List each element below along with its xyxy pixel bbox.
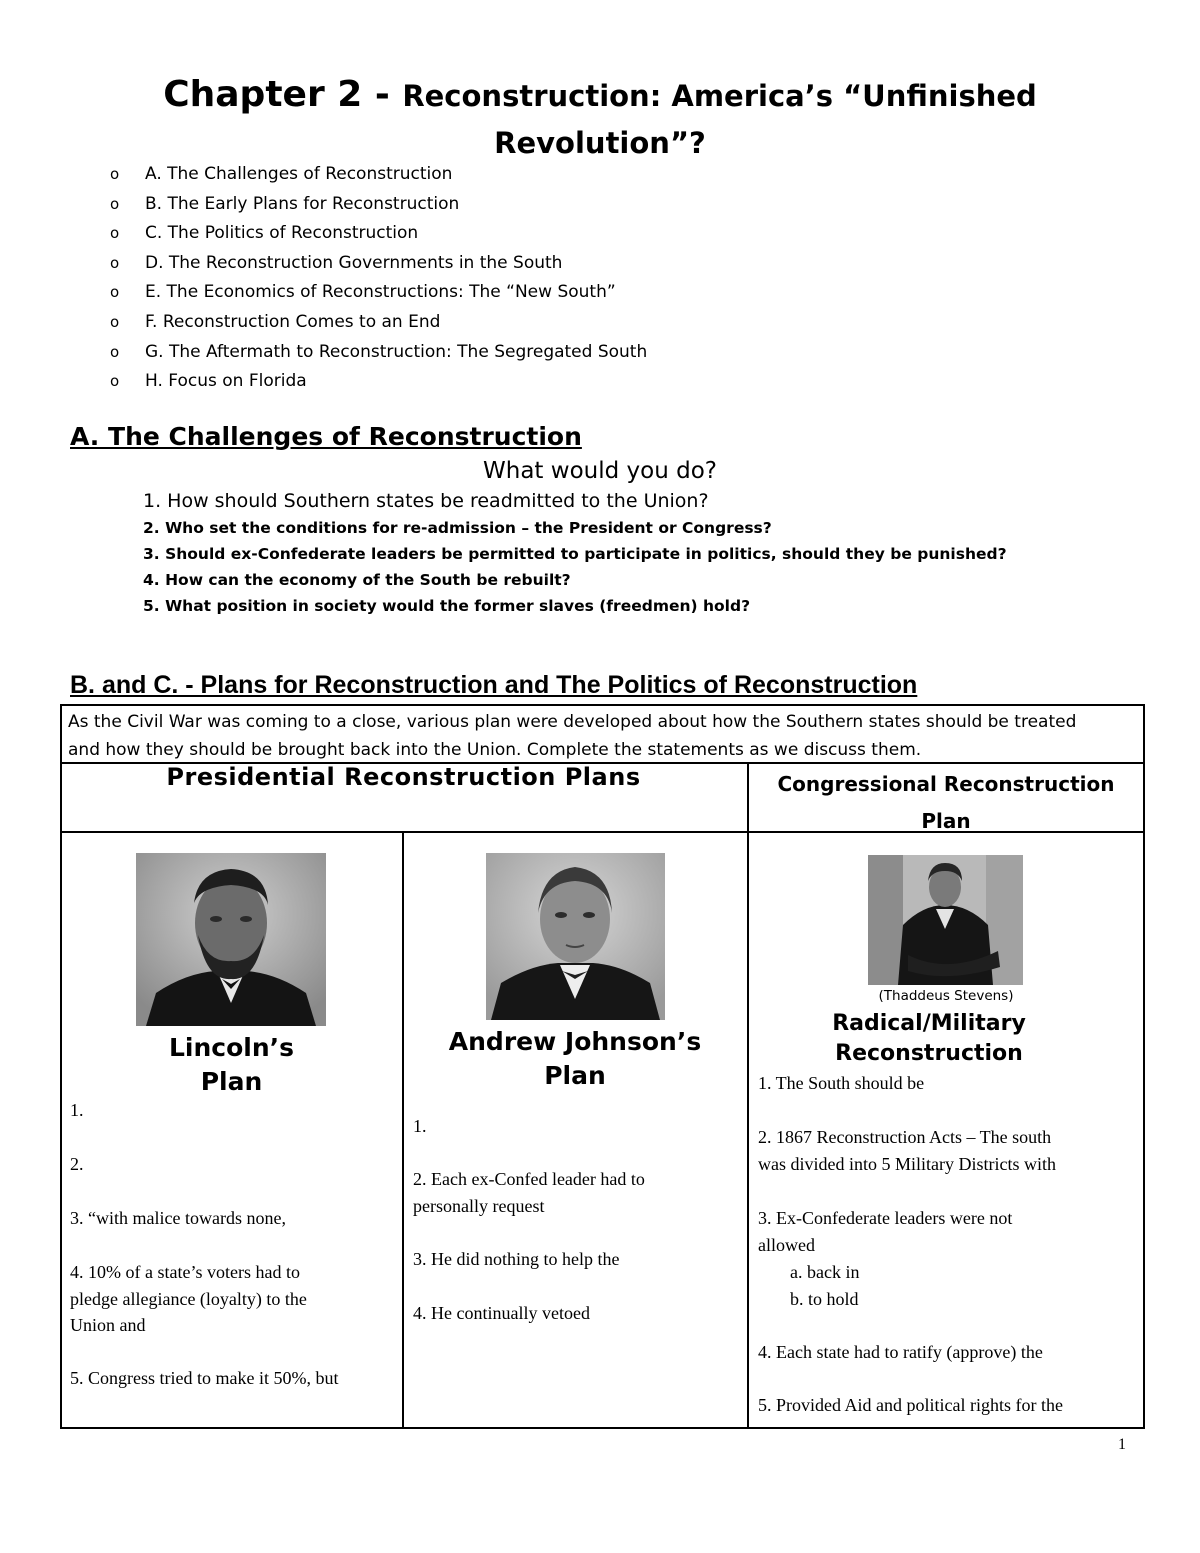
chapter-subtitle-line2: Revolution”? xyxy=(494,126,706,160)
chapter-label: Chapter 2 - xyxy=(163,74,403,115)
lincoln-item-1: 1. xyxy=(70,1100,84,1120)
johnson-plan-title: Andrew Johnson’s Plan xyxy=(448,1027,702,1090)
radical-item-3a: a. back in xyxy=(790,1262,860,1282)
outline-item: o H. Focus on Florida xyxy=(110,367,647,397)
radical-item-5: 5. Provided Aid and political rights for the xyxy=(758,1395,1063,1415)
lincoln-item-4-cont: Union and xyxy=(70,1315,146,1335)
bullet-icon: o xyxy=(110,224,120,243)
radical-item-3-cont: allowed xyxy=(758,1235,815,1255)
lincoln-item-5: 5. Congress tried to make it 50%, but xyxy=(70,1368,339,1388)
section-a-heading: A. The Challenges of Reconstruction xyxy=(70,422,582,451)
stevens-portrait xyxy=(868,855,1023,985)
johnson-item-2: 2. Each ex-Confed leader had to xyxy=(413,1169,645,1189)
bullet-icon: o xyxy=(110,372,120,391)
johnson-item-3: 3. He did nothing to help the xyxy=(413,1249,620,1269)
question-2: 2. Who set the conditions for re-admission – the President or Congress? xyxy=(143,519,772,537)
johnson-item-2-cont: personally request xyxy=(413,1196,545,1216)
outline-item: o C. The Politics of Reconstruction xyxy=(110,219,647,249)
page-number: 1 xyxy=(1118,1436,1126,1453)
bullet-icon: o xyxy=(110,342,120,361)
lincoln-plan-title: Lincoln’s Plan xyxy=(168,1033,295,1096)
lincoln-item-4-cont: pledge allegiance (loyalty) to the xyxy=(70,1289,307,1309)
section-a-prompt: What would you do? xyxy=(483,458,717,484)
radical-item-4: 4. Each state had to ratify (approve) the xyxy=(758,1342,1043,1362)
radical-plan-title: Radical/Military Reconstruction xyxy=(832,1011,1026,1066)
question-3: 3. Should ex-Confederate leaders be permitted to participate in politics, should they be punished? xyxy=(143,545,1007,563)
outline-item: o E. The Economics of Reconstructions: The “New South” xyxy=(110,278,647,308)
bullet-icon: o xyxy=(110,283,120,302)
johnson-item-4: 4. He continually vetoed xyxy=(413,1303,590,1323)
table-col-divider xyxy=(402,831,404,1429)
bullet-icon: o xyxy=(110,312,120,331)
outline-item: o B. The Early Plans for Reconstruction xyxy=(110,190,647,220)
outline-item: o D. The Reconstruction Governments in the South xyxy=(110,249,647,279)
plans-intro: As the Civil War was coming to a close, various plan were developed about how the Southern states should be treated and how they should be brought back into the Union. Complete the statements as we discuss them. xyxy=(68,712,1077,760)
section-bc-heading: B. and C. - Plans for Reconstruction and The Politics of Reconstruction xyxy=(70,671,918,699)
question-4: 4. How can the economy of the South be rebuilt? xyxy=(143,571,571,589)
chapter-title xyxy=(60,74,1140,164)
table-border-top xyxy=(60,704,1145,706)
outline-item: o F. Reconstruction Comes to an End xyxy=(110,308,647,338)
bullet-icon: o xyxy=(110,194,120,213)
radical-item-2-cont: was divided into 5 Military Districts with xyxy=(758,1154,1056,1174)
bullet-icon: o xyxy=(110,165,120,183)
chapter-subtitle-line1: Reconstruction: America’s “Unfinished xyxy=(402,79,1037,113)
radical-item-2: 2. 1867 Reconstruction Acts – The south xyxy=(758,1127,1052,1147)
congressional-plan-header: Congressional Reconstruction Plan xyxy=(777,772,1115,833)
question-5: 5. What position in society would the former slaves (freedmen) hold? xyxy=(143,597,751,615)
lincoln-item-2: 2. xyxy=(70,1154,84,1174)
lincoln-item-3: 3. “with malice towards none, xyxy=(70,1208,286,1228)
presidential-plans-header: Presidential Reconstruction Plans xyxy=(166,763,641,791)
lincoln-portrait xyxy=(136,853,326,1026)
outline-item: o A. The Challenges of Reconstruction xyxy=(110,160,647,190)
table-border-bottom xyxy=(60,1427,1145,1429)
radical-item-3b: b. to hold xyxy=(790,1289,859,1309)
question-1: 1. How should Southern states be readmitted to the Union? xyxy=(143,490,709,512)
radical-item-1: 1. The South should be xyxy=(758,1073,925,1093)
bullet-icon: o xyxy=(110,253,120,272)
stevens-caption: (Thaddeus Stevens) xyxy=(878,988,1014,1004)
table-col-divider xyxy=(747,762,749,1429)
chapter-outline xyxy=(110,160,647,397)
johnson-item-1: 1. xyxy=(413,1116,427,1136)
radical-item-3: 3. Ex-Confederate leaders were not xyxy=(758,1208,1013,1228)
outline-item: o G. The Aftermath to Reconstruction: The Segregated South xyxy=(110,338,647,368)
johnson-portrait xyxy=(486,853,665,1020)
lincoln-item-4: 4. 10% of a state’s voters had to xyxy=(70,1262,300,1282)
